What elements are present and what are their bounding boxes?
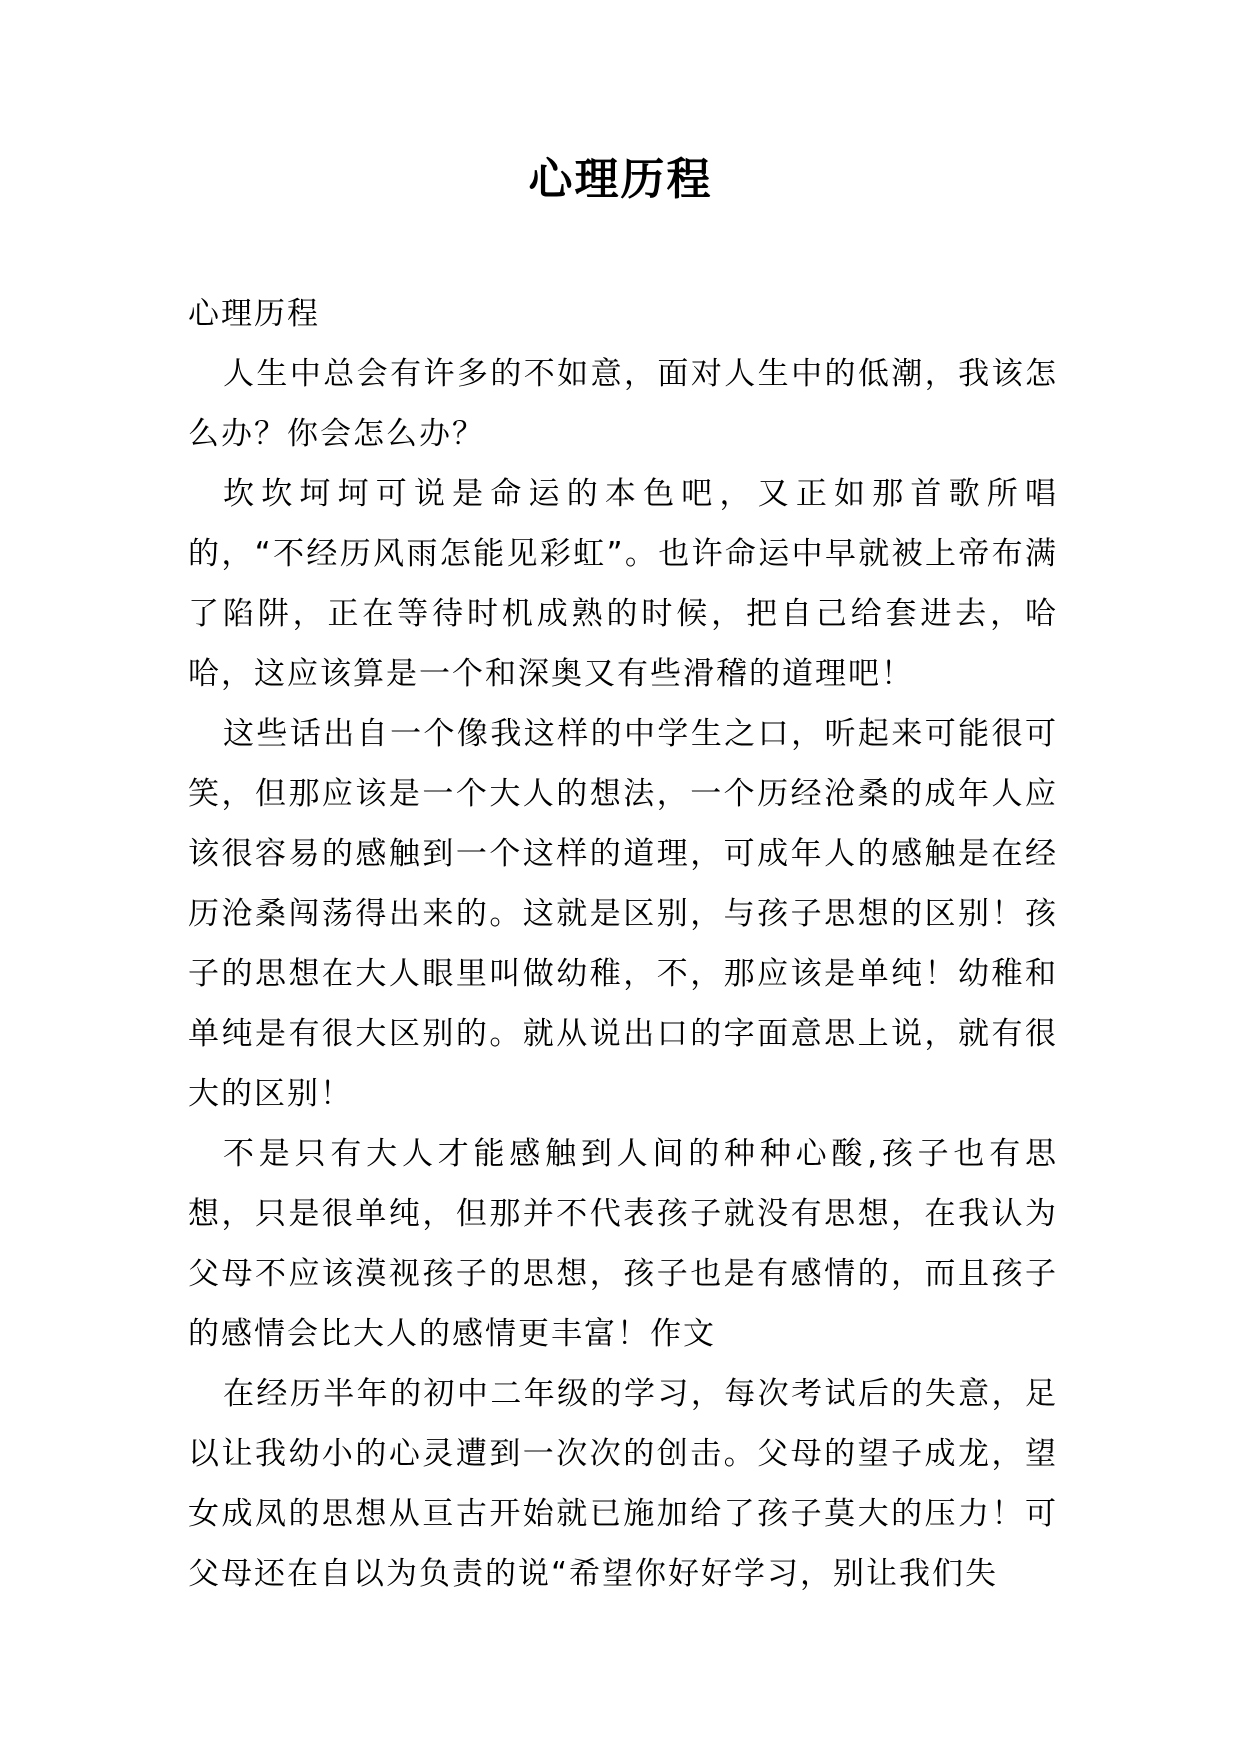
document-body: [188, 284, 1058, 1604]
paragraph: 坎坎坷坷可说是命运的本色吧，又正如那首歌所唱的，“不经历风雨怎能见彩虹”。也许命运中早就被上帝布满了陷阱，正在等待时机成熟的时候，把自己给套进去，哈哈，这应该算是一个和深奥又有些滑稽的道理吧！: [188, 476, 1058, 692]
paragraph: 人生中总会有许多的不如意，面对人生中的低潮，我该怎么办？你会怎么办？: [188, 356, 1058, 452]
paragraph-heading: 心理历程: [188, 296, 320, 332]
paragraph: 不是只有大人才能感触到人间的种种心酸,孩子也有思想，只是很单纯，但那并不代表孩子就没有思想，在我认为父母不应该漠视孩子的思想，孩子也是有感情的，而且孩子的感情会比大人的感情更丰富！作文: [188, 1136, 1058, 1352]
paragraph: 在经历半年的初中二年级的学习，每次考试后的失意，足以让我幼小的心灵遭到一次次的创击。父母的望子成龙，望女成凤的思想从亘古开始就已施加给了孩子莫大的压力！可父母还在自以为负责的说“希望你好好学习，别让我们失: [188, 1376, 1058, 1592]
document-title: 心理历程: [528, 154, 713, 205]
paragraph: 这些话出自一个像我这样的中学生之口，听起来可能很可笑，但那应该是一个大人的想法，一个历经沧桑的成年人应该很容易的感触到一个这样的道理，可成年人的感触是在经历沧桑闯荡得出来的。这就是区别，与孩子思想的区别！孩子的思想在大人眼里叫做幼稚，不，那应该是单纯！幼稚和单纯是有很大区别的。就从说出口的字面意思上说，就有很大的区别！: [188, 716, 1058, 1112]
